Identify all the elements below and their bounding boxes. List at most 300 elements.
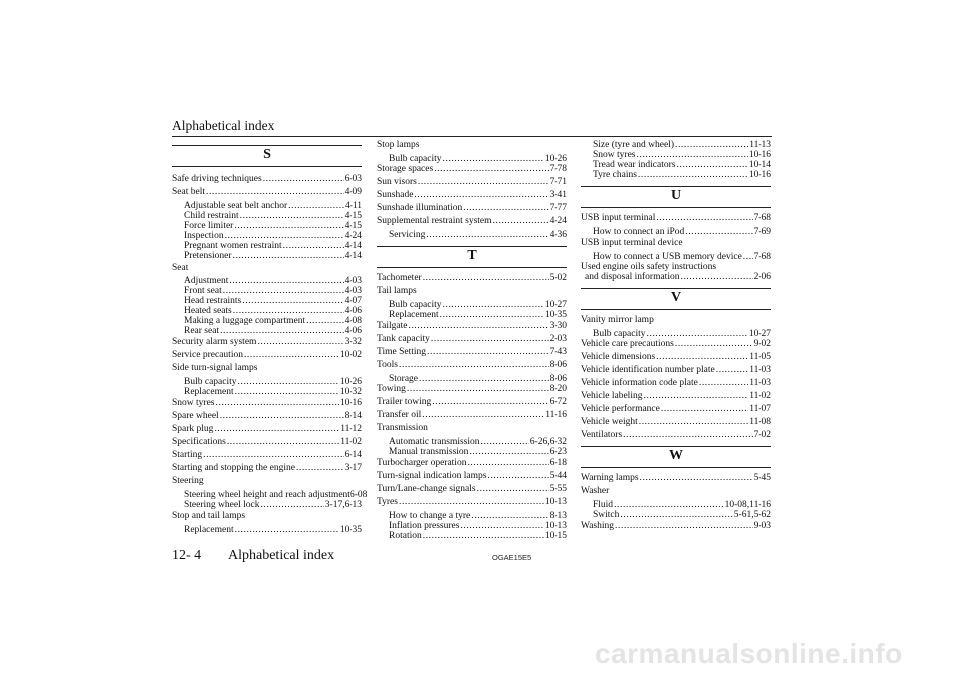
index-subentry — [184, 286, 362, 296]
index-subentry — [184, 316, 362, 326]
entry-page-ref: 4-15 — [344, 221, 362, 231]
entry-label: Trailer towing — [377, 397, 432, 407]
index-entry — [581, 417, 771, 427]
entry-page-ref: 3-41 — [549, 190, 567, 200]
dot-leader — [423, 273, 549, 283]
entry-page-ref: 2-03 — [549, 334, 567, 344]
entry-page-ref: 11-12 — [340, 424, 362, 434]
entry-page-ref: 8-14 — [344, 411, 362, 421]
entry-page-ref: 8-06 — [549, 374, 567, 384]
entry-page-ref: 5-61,5-62 — [733, 510, 771, 520]
index-entry — [377, 497, 567, 507]
dot-leader — [419, 374, 549, 384]
index-subentry — [593, 252, 771, 262]
letter-heading-text: S — [263, 147, 271, 162]
entry-label: Vehicle performance — [581, 404, 660, 414]
entry-label: Ventilators — [581, 430, 623, 440]
entry-page-ref: 7-78 — [549, 164, 567, 174]
entry-label: Warning lamps — [581, 473, 639, 483]
entry-page-ref: 4-36 — [549, 230, 567, 240]
dot-leader — [223, 286, 344, 296]
index-entry — [172, 511, 362, 521]
dot-leader — [471, 511, 548, 521]
header-rule — [172, 136, 772, 137]
entry-label: Seat belt — [172, 187, 205, 197]
dot-leader — [614, 500, 724, 510]
entry-label: Inflation pressures — [389, 521, 460, 531]
entry-label: Safe driving techniques — [172, 174, 262, 184]
entry-label: Starting and stopping the engine — [172, 463, 295, 473]
entry-page-ref: 4-24 — [344, 231, 362, 241]
entry-page-ref: 6-14 — [344, 450, 362, 460]
letter-rule-bottom — [581, 309, 771, 310]
dot-leader — [263, 174, 344, 184]
dot-leader — [493, 216, 549, 226]
dot-leader — [481, 437, 529, 447]
entry-page-ref: 7-68 — [753, 213, 771, 223]
entry-page-ref: 11-02 — [340, 437, 362, 447]
entry-label: Snow tyres — [172, 398, 215, 408]
entry-label: Washer — [581, 486, 610, 496]
index-entry — [581, 473, 771, 483]
index-entry — [172, 411, 362, 421]
dot-leader — [639, 417, 748, 427]
letter-rule-top — [377, 246, 567, 247]
entry-page-ref: 10-16 — [748, 170, 771, 180]
index-subentry — [184, 276, 362, 286]
entry-label: Turbocharger operation — [377, 458, 467, 468]
index-entry — [172, 263, 362, 273]
entry-label: How to change a tyre — [389, 511, 471, 521]
dot-leader — [743, 252, 753, 262]
entry-page-ref: 10-13 — [544, 497, 567, 507]
entry-label: Vehicle identification number plate — [581, 365, 715, 375]
entry-label: Bulb capacity — [389, 300, 442, 310]
entry-page-ref: 10-32 — [339, 387, 362, 397]
entry-page-ref: 10-27 — [748, 329, 771, 339]
index-subentry — [184, 490, 368, 500]
entry-label: USB input terminal device — [581, 238, 683, 248]
entry-label: Replacement — [389, 310, 439, 320]
entry-page-ref: 5-55 — [549, 484, 567, 494]
dot-leader — [244, 350, 339, 360]
dot-leader — [235, 387, 339, 397]
letter-rule-bottom — [581, 467, 771, 468]
entry-page-ref: 10-27 — [544, 300, 567, 310]
entry-page-ref: 2-06 — [753, 272, 771, 282]
entry-label: Tank capacity — [377, 334, 430, 344]
entry-label: Pregnant women restraint — [184, 241, 282, 251]
index-entry — [172, 424, 362, 434]
entry-label: Making a luggage compartment — [184, 316, 306, 326]
index-entry — [581, 238, 771, 248]
entry-label: Towing — [377, 384, 406, 394]
entry-page-ref: 4-07 — [344, 296, 362, 306]
dot-leader — [233, 306, 344, 316]
entry-page-ref: 6-18 — [549, 458, 567, 468]
dot-leader — [296, 463, 344, 473]
entry-page-ref: 4-06 — [344, 306, 362, 316]
index-entry — [377, 360, 567, 370]
letter-heading-text: V — [670, 290, 682, 305]
entry-label: Sunshade illumination — [377, 203, 463, 213]
index-entry — [172, 476, 362, 486]
index-subentry — [593, 170, 771, 180]
footer-doc-code: OGAE15E5 — [492, 553, 532, 562]
dot-leader — [487, 471, 548, 481]
entry-page-ref: 10-35 — [544, 310, 567, 320]
entry-label: How to connect an iPod — [593, 227, 685, 237]
entry-label: Steering — [172, 476, 204, 486]
dot-leader — [675, 339, 753, 349]
entry-label: Stop lamps — [377, 140, 420, 150]
index-subentry — [389, 230, 567, 240]
dot-leader — [656, 352, 748, 362]
entry-label: Turn-signal indication lamps — [377, 471, 487, 481]
dot-leader — [467, 458, 548, 468]
footer-title: Alphabetical index — [228, 548, 335, 563]
index-subentry — [184, 500, 362, 510]
dot-leader — [414, 190, 548, 200]
index-entry — [377, 216, 567, 226]
entry-label: Tools — [377, 360, 398, 370]
index-subentry — [389, 437, 567, 447]
index-subentry — [184, 221, 362, 231]
dot-leader — [229, 276, 343, 286]
entry-label: Bulb capacity — [389, 154, 442, 164]
index-entry — [172, 350, 362, 360]
entry-label: Replacement — [184, 387, 234, 397]
entry-label: Rotation — [389, 531, 422, 541]
entry-page-ref: 11-03 — [749, 365, 771, 375]
entry-page-ref: 7-02 — [753, 430, 771, 440]
dot-leader — [242, 296, 343, 306]
dot-leader — [240, 211, 344, 221]
index-subentry — [593, 329, 771, 339]
dot-leader — [677, 160, 748, 170]
entry-label: Steering wheel lock — [184, 500, 260, 510]
entry-label: Security alarm system — [172, 337, 257, 347]
index-entry — [377, 410, 567, 420]
dot-leader — [647, 329, 748, 339]
entry-label: Bulb capacity — [184, 377, 237, 387]
entry-label: Snow tyres — [593, 150, 636, 160]
entry-page-ref: 7-77 — [549, 203, 567, 213]
entry-page-ref: 7-71 — [549, 177, 567, 187]
index-entry — [581, 339, 771, 349]
dot-leader — [260, 500, 323, 510]
entry-label: Tyre chains — [593, 170, 637, 180]
entry-page-ref: 10-26 — [544, 154, 567, 164]
entry-label: Supplemental restraint system — [377, 216, 492, 226]
entry-label: Storage spaces — [377, 164, 434, 174]
entry-page-ref: 8-13 — [549, 511, 567, 521]
index-entry — [581, 521, 771, 531]
entry-label: Vehicle care precautions — [581, 339, 674, 349]
dot-leader — [238, 377, 339, 387]
entry-page-ref: 7-43 — [549, 347, 567, 357]
index-subentry — [389, 531, 567, 541]
dot-leader — [640, 473, 753, 483]
index-entry — [172, 363, 362, 373]
entry-page-ref: 10-08,11-16 — [724, 500, 771, 510]
dot-leader — [220, 411, 344, 421]
letter-rule-top — [581, 446, 771, 447]
entry-page-ref: 11-07 — [749, 404, 771, 414]
index-entry — [581, 486, 771, 496]
dot-leader — [288, 201, 344, 211]
entry-label: Force limiter — [184, 221, 234, 231]
entry-label: Specifications — [172, 437, 226, 447]
entry-page-ref: 5-44 — [549, 471, 567, 481]
index-entry — [377, 164, 567, 174]
index-subentry — [389, 374, 567, 384]
dot-leader — [423, 531, 544, 541]
index-entry — [172, 174, 362, 184]
entry-label: Steering wheel height and reach adjustment — [184, 490, 350, 500]
entry-page-ref: 4-11 — [344, 201, 362, 211]
entry-page-ref: 11-05 — [749, 352, 771, 362]
entry-page-ref: 10-14 — [748, 160, 771, 170]
watermark: carmanualsonline.info — [595, 638, 903, 669]
index-entry — [377, 471, 567, 481]
index-entry — [172, 437, 362, 447]
index-entry — [377, 273, 567, 283]
dot-leader — [257, 337, 343, 347]
dot-leader — [623, 430, 752, 440]
index-entry — [377, 397, 567, 407]
entry-label: Automatic transmission — [389, 437, 480, 447]
entry-page-ref: 5-45 — [753, 473, 771, 483]
entry-page-ref: 4-14 — [344, 241, 362, 251]
letter-heading-text: W — [669, 448, 683, 463]
dot-leader — [638, 170, 748, 180]
entry-label: How to connect a USB memory device — [593, 252, 742, 262]
dot-leader — [716, 365, 748, 375]
dot-leader — [216, 398, 339, 408]
letter-rule-top — [172, 145, 362, 146]
entry-page-ref: 11-13 — [749, 140, 771, 150]
index-entry — [172, 450, 362, 460]
index-entry — [581, 352, 771, 362]
dot-leader — [220, 326, 344, 336]
entry-page-ref: 4-03 — [344, 276, 362, 286]
index-entry — [377, 423, 567, 433]
entry-label: Manual transmission — [389, 447, 469, 457]
entry-page-ref: 9-02 — [753, 339, 771, 349]
dot-leader — [661, 404, 748, 414]
dot-leader — [460, 521, 543, 531]
dot-leader — [235, 525, 339, 535]
index-entry — [581, 365, 771, 375]
entry-page-ref: 10-15 — [544, 531, 567, 541]
index-entry — [581, 378, 771, 388]
dot-leader — [685, 227, 752, 237]
entry-page-ref: 3-30 — [549, 321, 567, 331]
index-entry — [172, 337, 362, 347]
entry-label: Vehicle labeling — [581, 391, 643, 401]
dot-leader — [407, 384, 549, 394]
entry-label: Vehicle weight — [581, 417, 638, 427]
dot-leader — [206, 187, 344, 197]
index-entry — [377, 286, 567, 296]
dot-leader — [656, 213, 752, 223]
entry-label: Time Setting — [377, 347, 427, 357]
index-subentry — [184, 251, 362, 261]
entry-page-ref: 3-17,6-13 — [324, 500, 362, 510]
entry-page-ref: 10-13 — [544, 521, 567, 531]
dot-leader — [443, 300, 544, 310]
index-subentry — [593, 160, 771, 170]
dot-leader — [408, 321, 548, 331]
index-entry — [172, 398, 362, 408]
entry-page-ref: 7-69 — [753, 227, 771, 237]
entry-label: USB input terminal — [581, 213, 656, 223]
index-subentry — [184, 241, 362, 251]
dot-leader — [227, 437, 339, 447]
entry-page-ref: 4-15 — [344, 211, 362, 221]
entry-label: Tyres — [377, 497, 398, 507]
dot-leader — [637, 150, 748, 160]
entry-page-ref: 11-03 — [749, 378, 771, 388]
dot-leader — [699, 378, 748, 388]
entry-label: Stop and tail lamps — [172, 511, 246, 521]
entry-label: Inspection — [184, 231, 224, 241]
index-subentry — [389, 447, 567, 457]
entry-page-ref: 6-26,6-32 — [529, 437, 567, 447]
entry-label: Bulb capacity — [593, 329, 646, 339]
footer-page-number: 12- 4 — [172, 548, 202, 563]
entry-label: Size (tyre and wheel) — [593, 140, 674, 150]
entry-label: Starting — [172, 450, 203, 460]
index-entry — [377, 190, 567, 200]
dot-leader — [418, 177, 549, 187]
entry-label: Vehicle dimensions — [581, 352, 656, 362]
dot-leader — [233, 251, 344, 261]
letter-heading-text: T — [467, 248, 477, 263]
letter-rule-bottom — [581, 207, 771, 208]
dot-leader — [306, 316, 343, 326]
entry-label: Front seat — [184, 286, 222, 296]
entry-page-ref: 4-14 — [344, 251, 362, 261]
entry-page-ref: 9-03 — [753, 521, 771, 531]
dot-leader — [615, 521, 753, 531]
index-entry — [377, 140, 567, 150]
dot-leader — [203, 450, 343, 460]
index-subentry — [184, 306, 362, 316]
index-subentry — [389, 154, 567, 164]
entry-label: Tailgate — [377, 321, 408, 331]
page-header-title: Alphabetical index — [172, 118, 275, 133]
dot-leader — [283, 241, 344, 251]
entry-page-ref: 5-02 — [549, 273, 567, 283]
dot-leader — [214, 424, 339, 434]
index-entry — [377, 203, 567, 213]
entry-label: Service precaution — [172, 350, 243, 360]
entry-label: and disposal information — [585, 272, 680, 282]
entry-label: Seat — [172, 263, 189, 273]
letter-rule-bottom — [377, 267, 567, 268]
entry-page-ref: 11-02 — [749, 391, 771, 401]
letter-heading-text: U — [670, 188, 682, 203]
entry-label: Vehicle information code plate — [581, 378, 698, 388]
index-subentry — [593, 140, 771, 150]
entry-page-ref: 11-08 — [749, 417, 771, 427]
dot-leader — [443, 154, 544, 164]
dot-leader — [434, 164, 548, 174]
entry-label: Spare wheel — [172, 411, 219, 421]
entry-label: Rear seat — [184, 326, 220, 336]
entry-label: Replacement — [184, 525, 234, 535]
index-entry — [377, 484, 567, 494]
entry-label: Heated seats — [184, 306, 232, 316]
entry-label: Turn/Lane-change signals — [377, 484, 476, 494]
entry-label: Washing — [581, 521, 615, 531]
index-subentry — [593, 500, 771, 510]
entry-label: Servicing — [389, 230, 426, 240]
index-subentry — [593, 510, 771, 520]
index-subentry — [389, 511, 567, 521]
entry-label: Sunshade — [377, 190, 414, 200]
index-entry — [581, 213, 771, 223]
index-entry — [377, 334, 567, 344]
index-subentry — [593, 150, 771, 160]
entry-page-ref: 4-03 — [344, 286, 362, 296]
index-subentry — [389, 310, 567, 320]
dot-leader — [399, 497, 544, 507]
index-entry — [581, 315, 771, 325]
entry-page-ref: 6-08 — [349, 490, 368, 500]
entry-label: Tail lamps — [377, 286, 417, 296]
entry-page-ref: 8-20 — [549, 384, 567, 394]
entry-page-ref: 4-08 — [344, 316, 362, 326]
entry-label: Storage — [389, 374, 419, 384]
index-entry — [377, 384, 567, 394]
letter-rule-top — [581, 288, 771, 289]
entry-label: Vanity mirror lamp — [581, 315, 654, 325]
entry-page-ref: 8-06 — [549, 360, 567, 370]
entry-label: Head restraints — [184, 296, 242, 306]
entry-label: Adjustable seat belt anchor — [184, 201, 288, 211]
index-subentry — [184, 387, 362, 397]
index-subentry — [184, 231, 362, 241]
entry-page-ref: 7-68 — [753, 252, 771, 262]
entry-page-ref: 6-03 — [344, 174, 362, 184]
entry-label: Used engine oils safety instructions — [581, 262, 717, 272]
dot-leader — [440, 310, 544, 320]
entry-label: Sun visors — [377, 177, 417, 187]
index-entry — [377, 177, 567, 187]
entry-page-ref: 4-09 — [344, 187, 362, 197]
index-subentry — [593, 227, 771, 237]
entry-page-ref: 3-32 — [344, 337, 362, 347]
dot-leader — [680, 272, 752, 282]
index-entry — [581, 430, 771, 440]
entry-page-ref: 6-23 — [549, 447, 567, 457]
index-entry — [581, 391, 771, 401]
entry-label: Adjustment — [184, 276, 229, 286]
index-subentry — [184, 296, 362, 306]
index-subentry — [184, 201, 362, 211]
entry-label: Tread wear indicators — [593, 160, 676, 170]
dot-leader — [399, 360, 549, 370]
entry-page-ref: 11-16 — [545, 410, 567, 420]
entry-page-ref: 10-35 — [339, 525, 362, 535]
index-subentry — [184, 525, 362, 535]
index-entry — [581, 262, 771, 272]
dot-leader — [422, 410, 544, 420]
entry-label: Spark plug — [172, 424, 214, 434]
